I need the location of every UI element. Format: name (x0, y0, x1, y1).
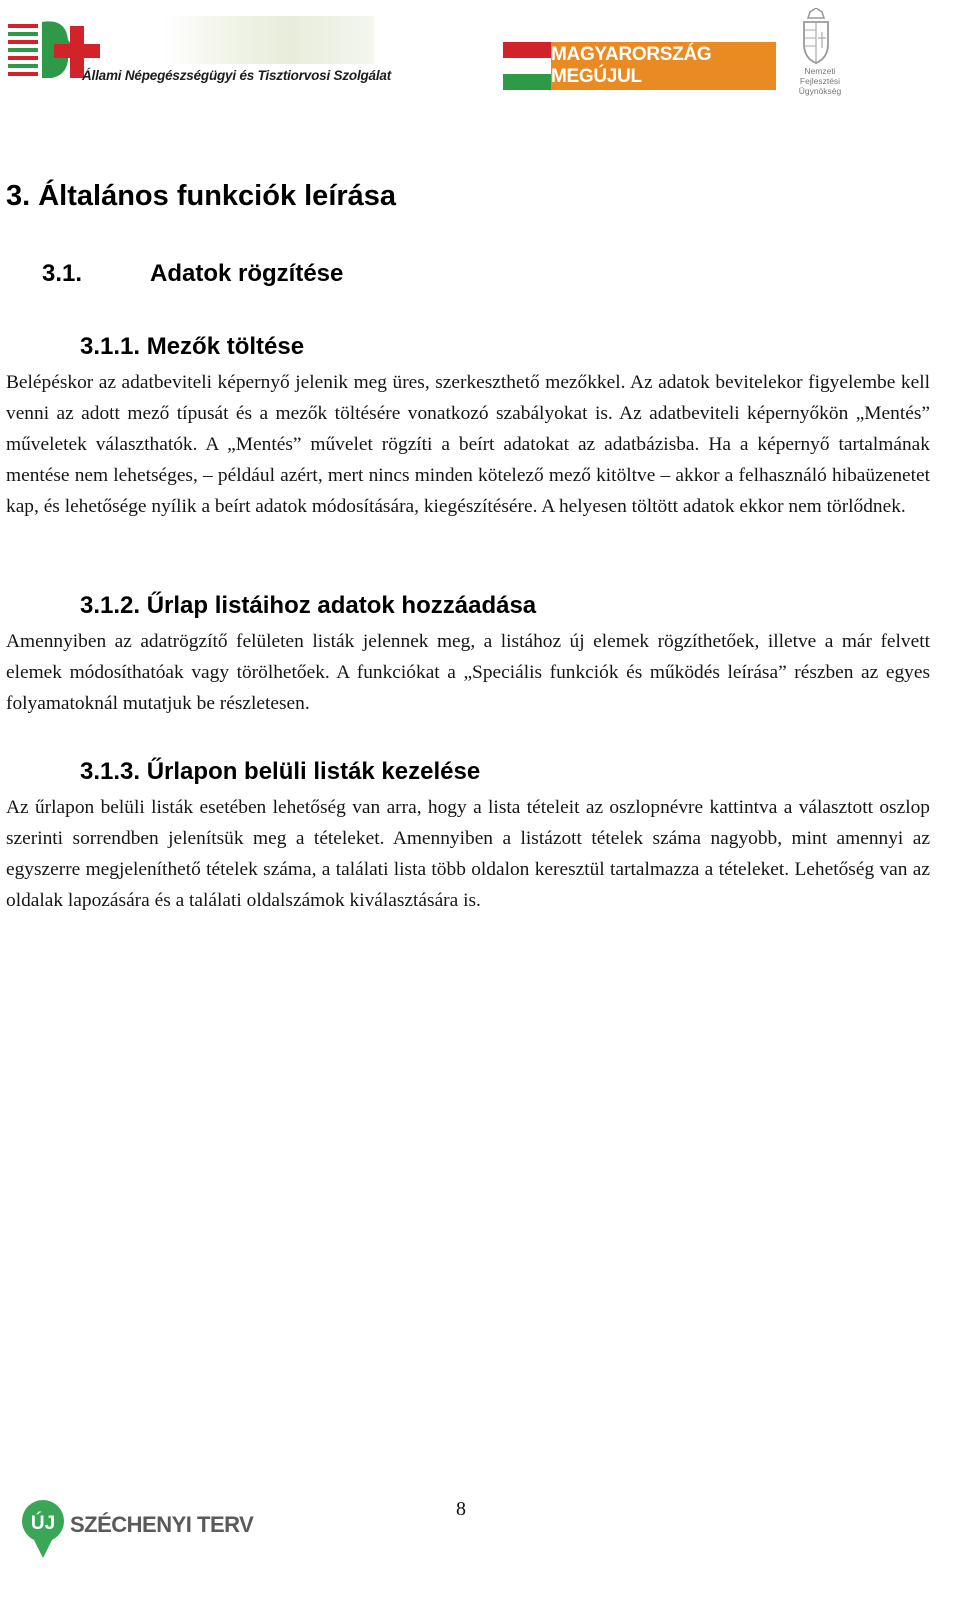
logo-decoration (164, 16, 374, 64)
banner-text: MAGYARORSZÁG MEGÚJUL (551, 42, 776, 90)
agency-line-2: Fejlesztési Ügynökség (798, 76, 842, 96)
paragraph-2: Amennyiben az adatrögzítő felületen listák jelennek meg, a listához új elemek rögzíthetőek, illetve a már felvett elemek módosíthatóak vagy törölhetőek. A funkciókat a „Speciális funkciók és működés leírása” részben az egyes folyamatoknál mutatjuk be részletesen. (6, 631, 930, 714)
agency-name (780, 66, 860, 96)
logo-mark: ÚJ (30, 1513, 56, 1534)
paragraph-3: Az űrlapon belüli listák esetében lehetőség van arra, hogy a lista tételeit az oszlopnévre kattintva a választott oszlop szerinti sorrendben jelenítsük meg a tételeket. Amennyiben a listázott tételek száma nagyobb, mint amennyi az egyszerre megjeleníthető tételek száma, a találati lista több oldalon keresztül tartalmazza a tételeket. Lehetőség van az oldalak lapozására és a találati oldalszámok kiválasztására is. (6, 797, 930, 911)
nfu-logo (780, 8, 860, 96)
coat-of-arms-icon (798, 8, 834, 64)
footer-logo-text: SZÉCHENYI TERV (70, 1512, 254, 1537)
chapter-heading: 3. Általános funkciók leírása (6, 180, 397, 212)
uj-circle-icon (20, 1498, 66, 1560)
subsection-heading-2: 3.1.2. Űrlap listáihoz adatok hozzáadása (80, 592, 537, 619)
szechenyi-terv-logo (20, 1496, 254, 1566)
section-number: 3.1. (42, 260, 83, 287)
paragraph-1: Belépéskor az adatbeviteli képernyő jelenik meg üres, szerkeszthető mezőkkel. Az adatok bevitelekor figyelembe kell venni az adott mező típusát és a mezők töltésére vonatkozó szabályokat is. Az adatbeviteli képernyőkön „Mentés” műveletek választhatók. A „Mentés” művelet rögzíti a beírt adatokat az adatbázisba. Ha a képernyő tartalmának mentése nem lehetséges, – például azért, mert nincs minden kötelező mező kitöltve – akkor a felhasználó hibaüzenetet kap, és lehetősége nyílik a beírt adatok módosítására, kiegészítésére. A helyesen töltött adatok ekkor nem törlődnek. (6, 372, 930, 517)
magyarorszag-megujul-logo (503, 42, 776, 90)
section-title: Adatok rögzítése (150, 260, 344, 287)
subsection-heading-1: 3.1.1. Mezők töltése (80, 333, 305, 360)
hungarian-flag-icon (503, 42, 551, 90)
page-number: 8 (456, 1498, 466, 1520)
subsection-heading-3: 3.1.3. Űrlapon belüli listák kezelése (80, 758, 481, 785)
agency-line-1: Nemzeti (804, 66, 836, 76)
antsz-logo (4, 12, 392, 90)
section-heading (42, 260, 343, 288)
org-name: Állami Népegészségügyi és Tisztiorvosi Szolgálat (82, 68, 392, 83)
